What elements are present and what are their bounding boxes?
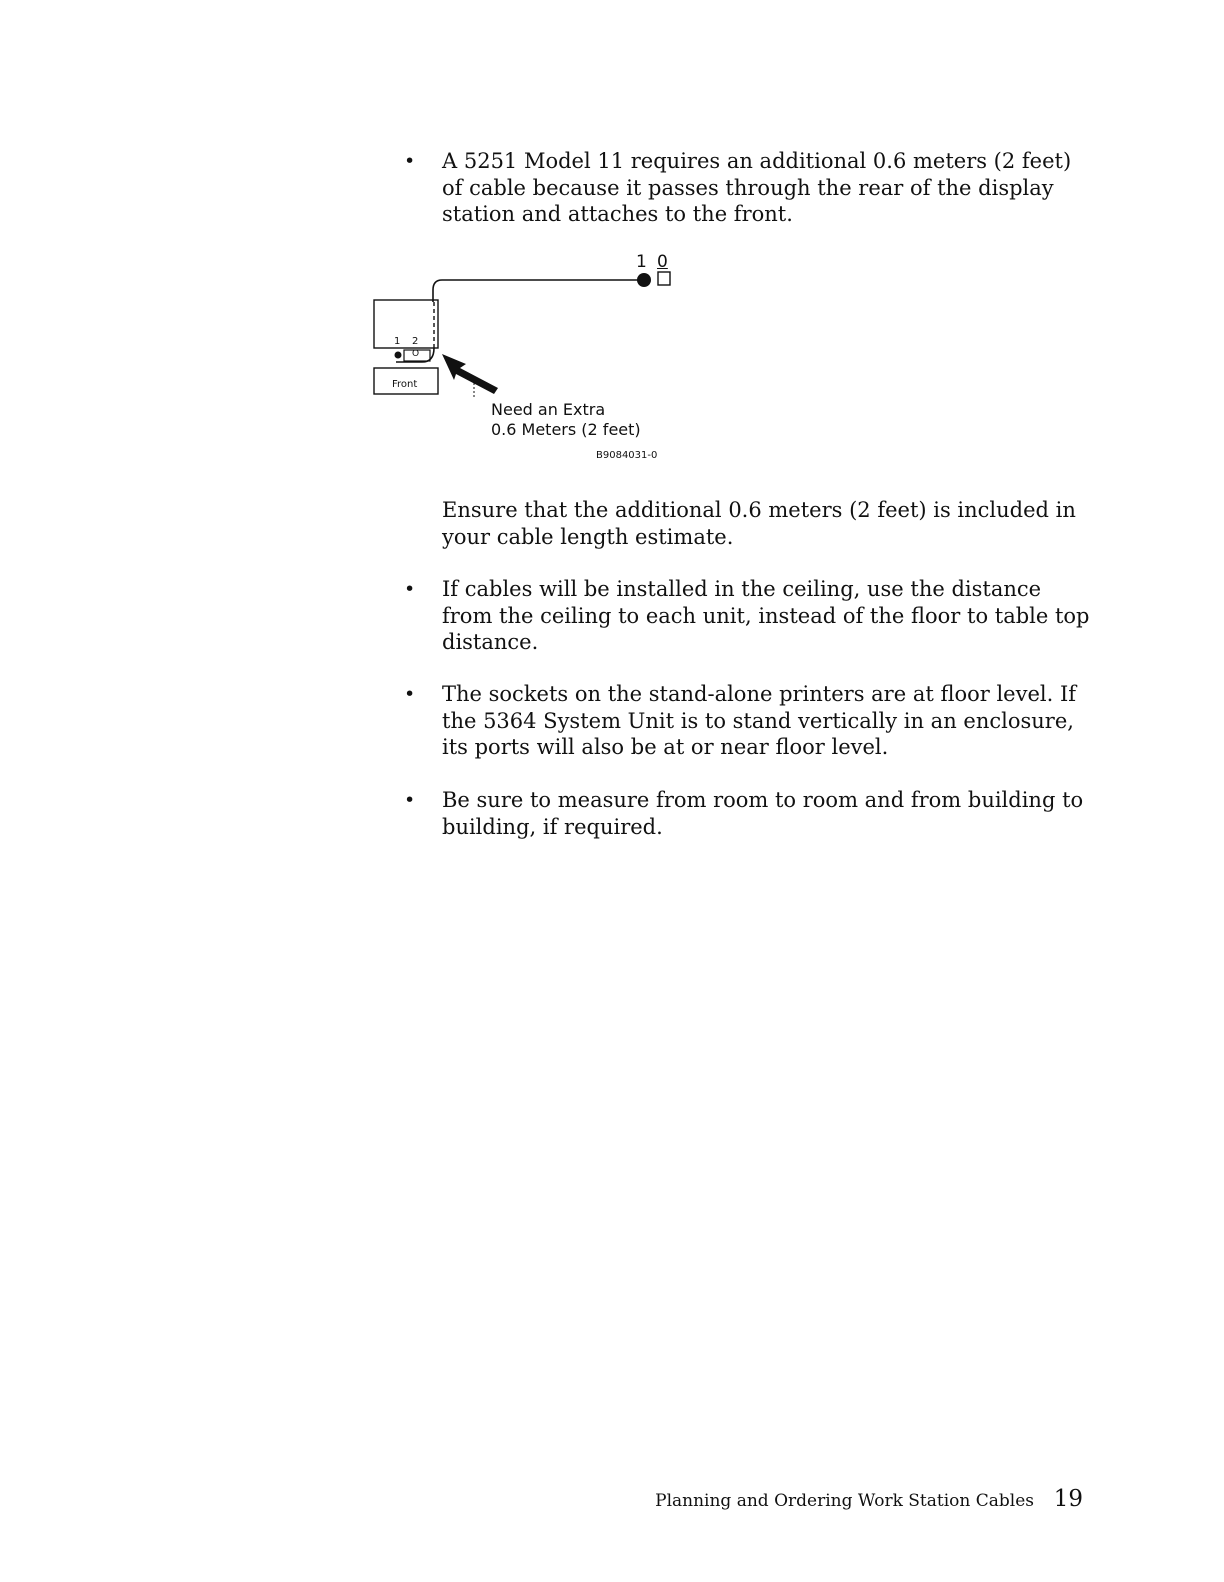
cable-routing-figure	[370, 250, 700, 470]
bullet-item-ceiling	[404, 576, 1094, 656]
callout-arrow-icon	[442, 354, 498, 394]
bullet-item-sockets	[404, 681, 1094, 761]
page-number: 19	[1053, 1486, 1083, 1512]
bullet-text: If cables will be installed in the ceiling, use the distance from the ceiling to each unit, instead of the floor to table top distance.	[442, 577, 1090, 654]
after-figure-paragraph: Ensure that the additional 0.6 meters (2 feet) is included in your cable length estimate.	[442, 498, 1076, 549]
unit-port-label-2: 2	[412, 336, 419, 347]
bullet-marker: •	[404, 789, 416, 811]
bullet-marker: •	[404, 683, 416, 705]
callout-line-1: Need an Extra	[491, 400, 606, 419]
bullet-marker: •	[404, 578, 416, 600]
top-port-label-1: 1	[636, 252, 647, 272]
filled-port-icon	[637, 273, 651, 287]
empty-port-icon	[658, 272, 670, 285]
display-station-box	[374, 300, 438, 348]
top-port-label-0: 0	[657, 252, 668, 272]
bullet-item-model11	[404, 148, 1094, 228]
callout-line-2: 0.6 Meters (2 feet)	[491, 420, 641, 439]
bullet-text: A 5251 Model 11 requires an additional 0.6 meters (2 feet) of cable because it passes through the rear of the display station and attaches to the front.	[442, 149, 1072, 226]
bullet-marker: •	[404, 150, 416, 172]
bullet-text: The sockets on the stand-alone printers are at floor level. If the 5364 System Unit is to stand vertically in an enclosure, its ports will also be at or near floor level.	[442, 682, 1077, 759]
cable-line	[433, 280, 638, 302]
unit-port-mark: O	[412, 349, 420, 359]
figure-id: B9084031-0	[596, 450, 658, 461]
bullet-text: Be sure to measure from room to room and from building to building, if required.	[442, 788, 1084, 839]
front-label: Front	[392, 379, 418, 390]
bullet-item-measure	[404, 787, 1094, 840]
footer-section-title: Planning and Ordering Work Station Cables	[655, 1491, 1034, 1511]
unit-port-label-1: 1	[394, 336, 401, 347]
unit-port-filled	[395, 352, 402, 359]
